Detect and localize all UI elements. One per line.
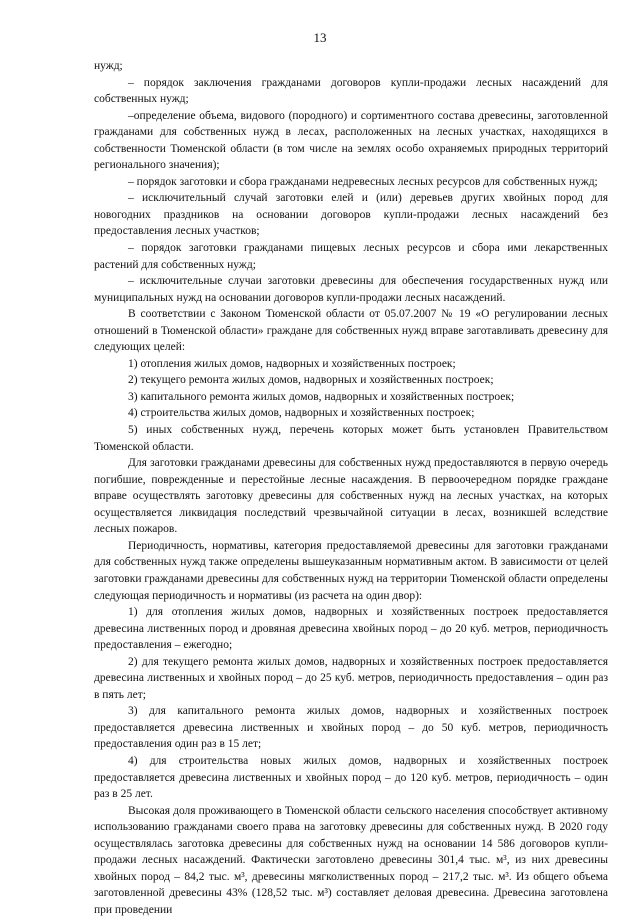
paragraph: – порядок заключения гражданами договоров купли-продажи лесных насаждений для собственных нужд;: [94, 76, 608, 106]
list-item: 5) иных собственных нужд, перечень которых может быть установлен Правительством Тюменской области.: [94, 424, 608, 453]
paragraph: – порядок заготовки гражданами пищевых лесных ресурсов и сбора ими лекарственных растений для собственных нужд;: [94, 242, 608, 271]
list-item: 1) отопления жилых домов, надворных и хозяйственных построек;: [128, 357, 456, 370]
list-item: 1) для отопления жилых домов, надворных и хозяйственных построек предоставляется древесина лиственных пород и дровяная древесина хвойных пород – до 20 куб. метров, периодичность предоставления – ежегодно;: [94, 606, 608, 652]
page-number: 13: [313, 30, 327, 45]
list-item: 2) текущего ремонта жилых домов, надворных и хозяйственных построек;: [128, 374, 494, 387]
list-item: 4) для строительства новых жилых домов, надворных и хозяйственных построек предоставляется древесина лиственных и хвойных пород – до 120 куб. метров, периодичность – один раз в 25 лет.: [94, 754, 608, 801]
paragraph: – порядок заготовки и сбора гражданами недревесных лесных ресурсов для собственных нужд;: [128, 175, 598, 188]
list-item: 3) капитального ремонта жилых домов, надворных и хозяйственных построек;: [128, 390, 515, 403]
paragraph: Высокая доля проживающего в Тюменской области сельского населения способствует активному использованию гражданами своего права на заготовку древесины для собственных нужд. В 2020 году осуществлялась заготовка древесины для собственных нужд на основании 14 586 договоров купли-продажи лесных насаждений. Фактически заготовлено древесины 301,4 тыс. м³, из них древесины хвойных пород – 84,2 тыс. м³, древесины мягколиственных пород – 217,2 тыс. м³. Из общего объема заготовленной древесины 43% (128,52 тыс. м³) составляет деловая древесина. Древесина заготовлена при проведении: [94, 804, 608, 916]
paragraph: нужд;: [94, 60, 123, 72]
paragraph: Для заготовки гражданами древесины для собственных нужд предоставляются в первую очередь погибшие, поврежденные и перестойные лесные насаждения. В первоочередном порядке граждане вправе осуществлять заготовку древесины для собственных нужд на лесных участках, на которых осуществляется ликвидация последствий чрезвычайной ситуации в лесах, возникшей вследствие лесных пожаров.: [94, 457, 608, 536]
list-item: 3) для капитального ремонта жилых домов, надворных и хозяйственных построек предоставляется древесина лиственных и хвойных пород – до 50 куб. метров, периодичность предоставления один раз в 15 лет;: [94, 705, 608, 751]
paragraph: В соответствии с Законом Тюменской области от 05.07.2007 № 19 «О регулировании лесных отношений в Тюменской области» граждане для собственных нужд вправе заготавливать древесину для следующих целей:: [94, 308, 608, 354]
paragraph: –определение объема, видового (породного) и сортиментного состава древесины, заготовленной гражданами для собственных нужд в лесах, расположенных на лесных участках, находящихся в собственности Тюменской области (в том числе на землях особо охраняемых природных территорий регионального значения);: [94, 109, 608, 172]
paragraph: – исключительный случай заготовки елей и (или) деревьев других хвойных пород для новогодних праздников на основании договоров купли-продажи лесных насаждений без предоставления лесных участков;: [94, 192, 608, 238]
list-item: 2) для текущего ремонта жилых домов, надворных и хозяйственных построек предоставляется древесина лиственных и хвойных пород – до 25 куб. метров, периодичность предоставления – один раз в пять лет;: [94, 655, 608, 701]
document-body: [94, 58, 608, 918]
list-item: 4) строительства жилых домов, надворных и хозяйственных построек;: [128, 407, 475, 420]
paragraph: Периодичность, нормативы, категория предоставляемой древесины для заготовки гражданами для собственных нужд также определены вышеуказанным нормативным актом. В зависимости от целей заготовки гражданами древесины для собственных нужд на территории Тюменской области определены следующая периодичность и нормативы (из расчета на один двор):: [94, 539, 608, 602]
paragraph: – исключительные случаи заготовки древесины для обеспечения государственных нужд или муниципальных нужд на основании договоров купли-продажи лесных насаждений.: [94, 275, 608, 304]
